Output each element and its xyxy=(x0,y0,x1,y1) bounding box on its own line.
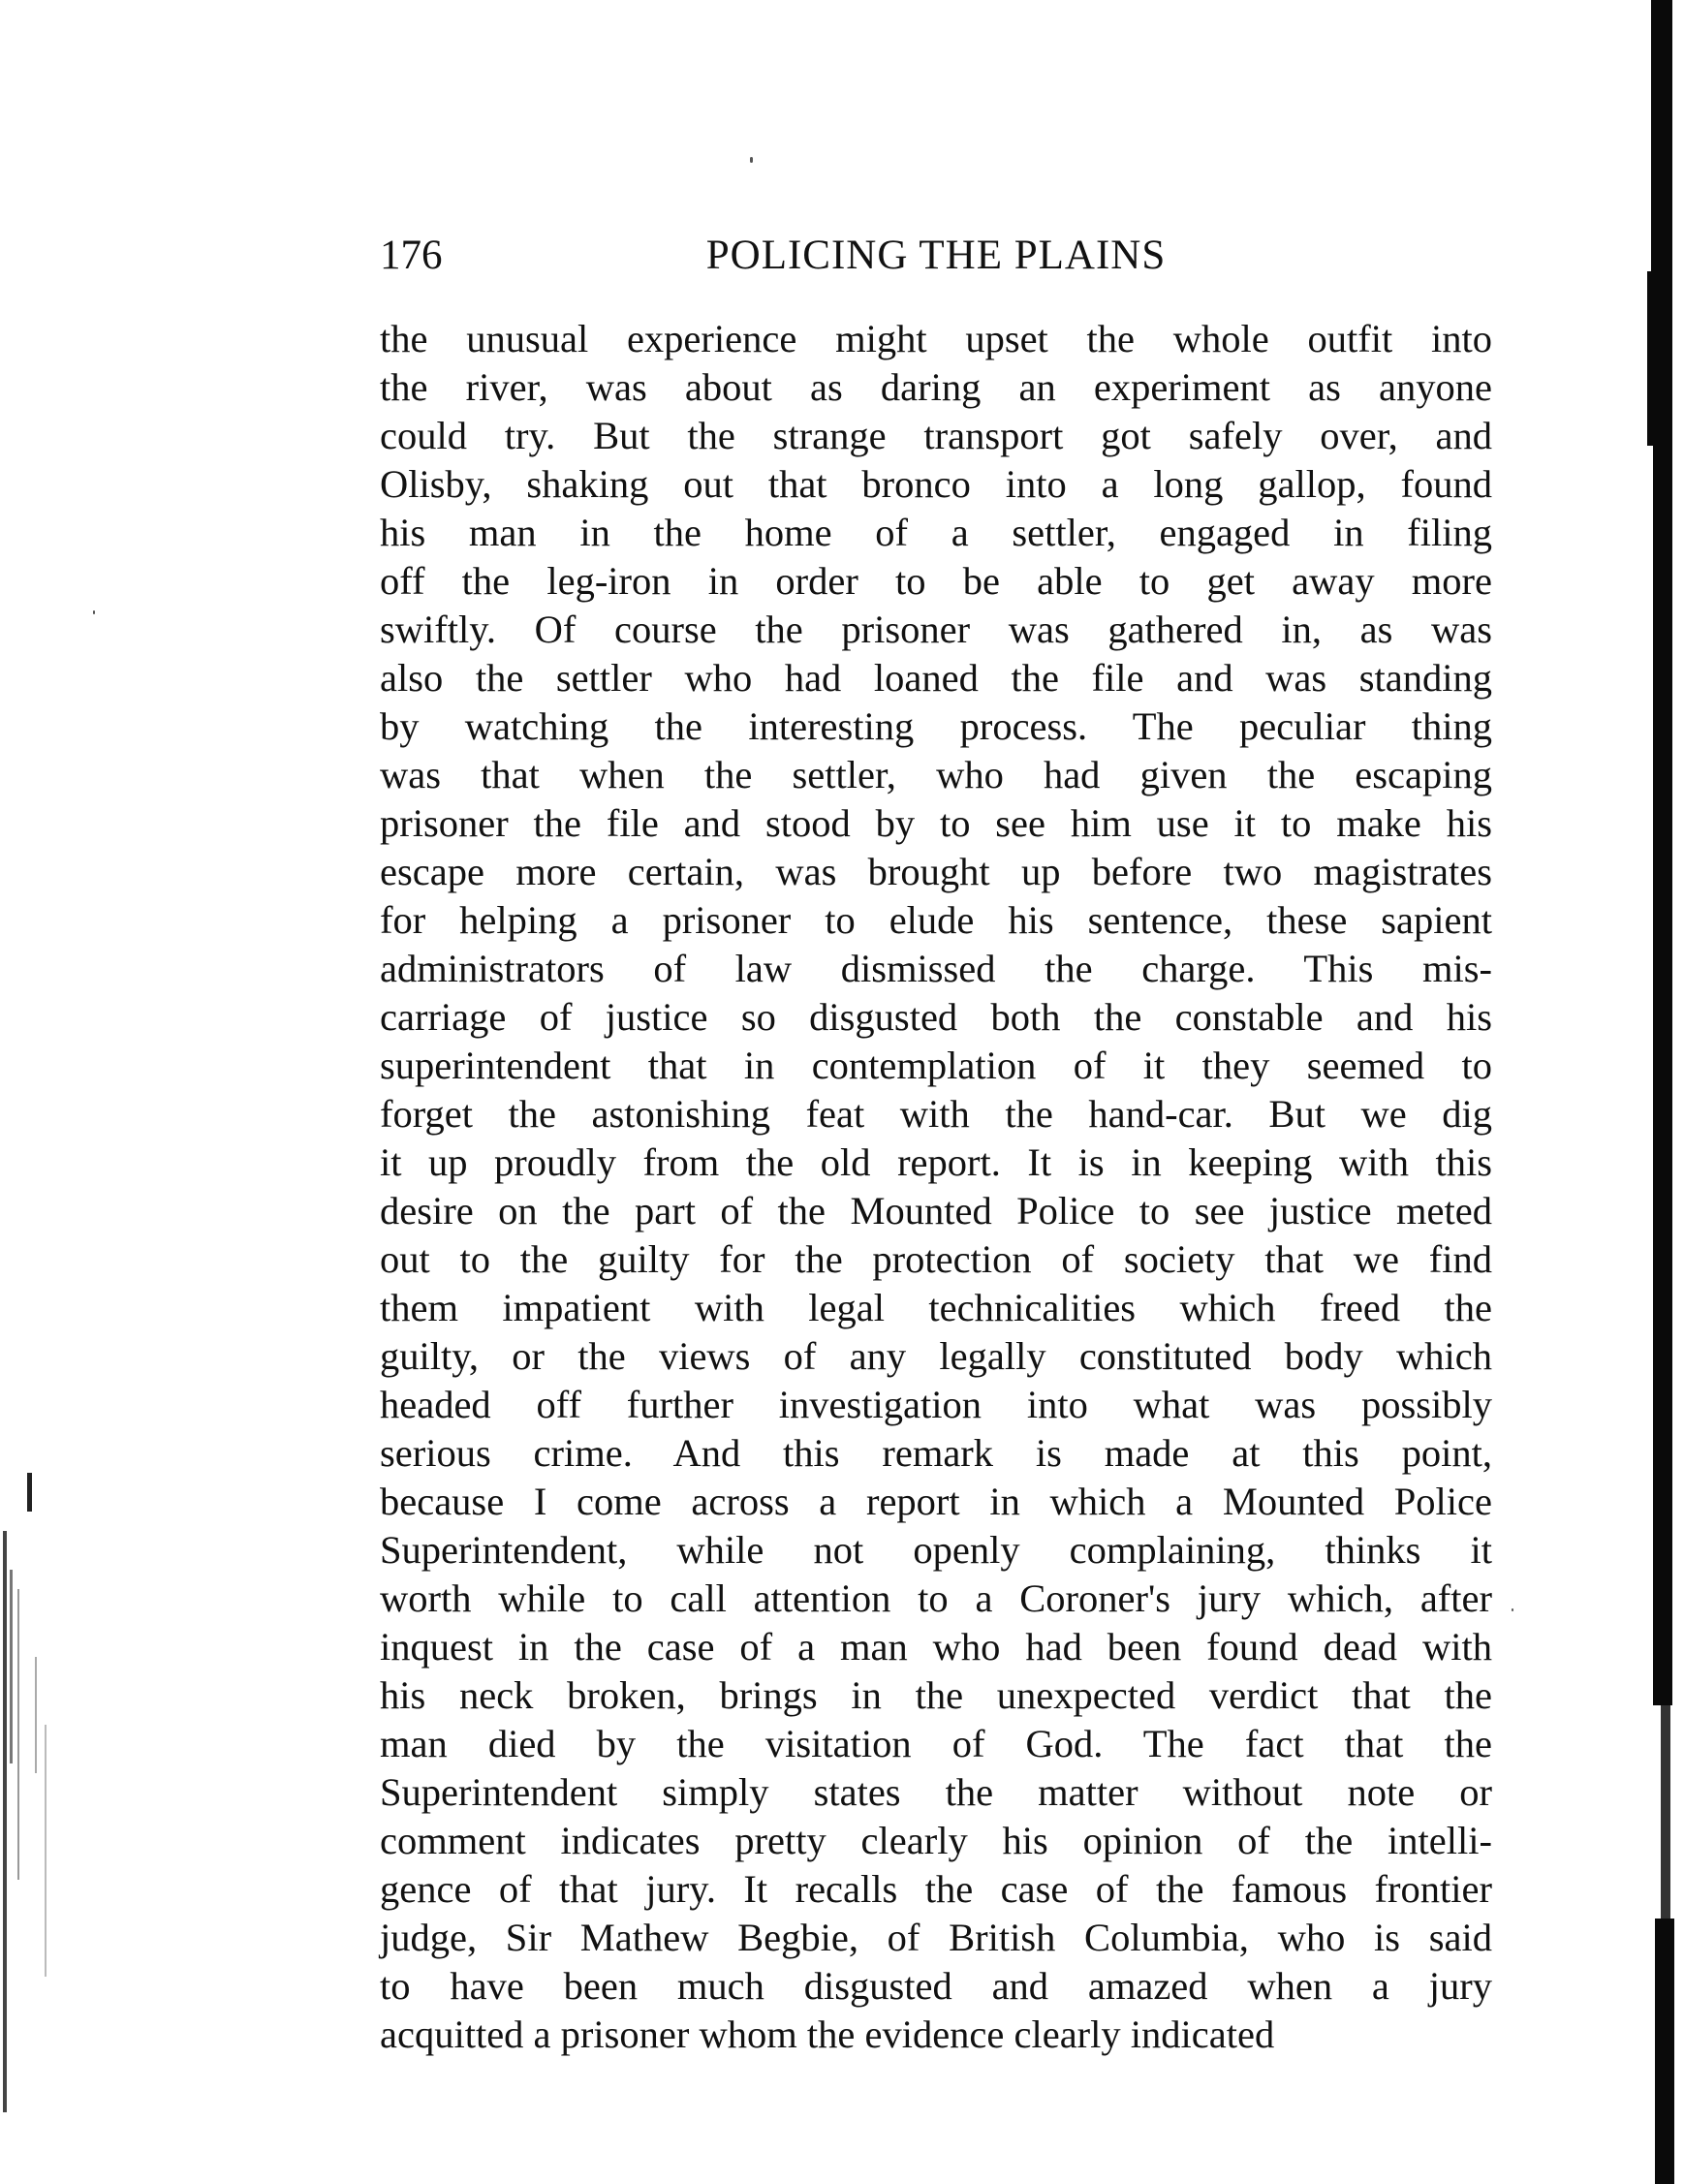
scan-edge-left xyxy=(0,1434,58,2132)
scan-mark xyxy=(27,1473,32,1512)
scan-edge-bar xyxy=(1647,271,1672,446)
page-number: 176 xyxy=(380,233,443,278)
scan-mark xyxy=(10,1570,13,1763)
text-line: his man in the home of a settler, engaged in filing xyxy=(380,511,1492,554)
text-line: the unusual experience might upset the whole outfit into xyxy=(380,317,1492,360)
text-line: worth while to call attention to a Coroner's jury which, after xyxy=(380,1576,1492,1620)
text-line: forget the astonishing feat with the hand-car. But we dig xyxy=(380,1092,1492,1136)
scan-mark xyxy=(3,1531,7,2112)
text-line: man died by the visitation of God. The fact that the xyxy=(380,1722,1492,1765)
scan-speck xyxy=(1512,1608,1513,1611)
text-line: by watching the interesting process. The peculiar thing xyxy=(380,704,1492,748)
text-line: comment indicates pretty clearly his opinion of the intelli- xyxy=(380,1819,1492,1862)
text-line: escape more certain, was brought up before two magistrates xyxy=(380,850,1492,893)
text-line: headed off further investigation into what was possibly xyxy=(380,1383,1492,1426)
text-line: to have been much disgusted and amazed when a jury xyxy=(380,1964,1492,2008)
scan-speck xyxy=(93,610,95,614)
body-text xyxy=(380,315,1492,2059)
text-line: them impatient with legal technicalities which freed the xyxy=(380,1286,1492,1329)
text-line: swiftly. Of course the prisoner was gathered in, as was xyxy=(380,608,1492,651)
text-line: because I come across a report in which a Mounted Police xyxy=(380,1480,1492,1523)
text-line: off the leg-iron in order to be able to get away more xyxy=(380,559,1492,603)
scan-edge-bar xyxy=(1655,1919,1674,2184)
scan-mark xyxy=(45,1725,47,1977)
running-title: POLICING THE PLAINS xyxy=(705,233,1167,278)
scan-edge-bar xyxy=(1653,446,1672,1705)
text-line: inquest in the case of a man who had been found dead with xyxy=(380,1625,1492,1669)
running-head xyxy=(380,227,1492,285)
text-line: could try. But the strange transport got safely over, and xyxy=(380,414,1492,457)
text-line: Olisby, shaking out that bronco into a long gallop, found xyxy=(380,462,1492,506)
scan-edge-bar xyxy=(1661,1705,1670,1919)
text-line: gence of that jury. It recalls the case of the famous frontier xyxy=(380,1867,1492,1911)
text-line: also the settler who had loaned the file and was standing xyxy=(380,656,1492,700)
text-line: the river, was about as daring an experiment as anyone xyxy=(380,365,1492,409)
text-line: desire on the part of the Mounted Police to see justice meted xyxy=(380,1189,1492,1232)
text-line: out to the guilty for the protection of society that we find xyxy=(380,1237,1492,1281)
scan-speck xyxy=(750,157,753,163)
text-line: administrators of law dismissed the charge. This mis- xyxy=(380,947,1492,990)
text-line: prisoner the file and stood by to see him use it to make his xyxy=(380,801,1492,845)
text-line: carriage of justice so disgusted both the constable and his xyxy=(380,995,1492,1039)
scan-mark xyxy=(35,1657,37,1773)
text-line: superintendent that in contemplation of it they seemed to xyxy=(380,1044,1492,1087)
text-line: it up proudly from the old report. It is in keeping with this xyxy=(380,1140,1492,1184)
text-line: for helping a prisoner to elude his sentence, these sapient xyxy=(380,898,1492,942)
scan-edge-bar xyxy=(1651,0,1672,271)
text-line: guilty, or the views of any legally constituted body which xyxy=(380,1334,1492,1378)
text-line: Superintendent simply states the matter without note or xyxy=(380,1770,1492,1814)
scan-mark xyxy=(17,1589,19,1880)
text-line: acquitted a prisoner whom the evidence clearly indicated xyxy=(380,2012,1275,2056)
text-line: judge, Sir Mathew Begbie, of British Columbia, who is said xyxy=(380,1916,1492,1959)
text-line: serious crime. And this remark is made at this point, xyxy=(380,1431,1492,1475)
scan-edge-right xyxy=(1639,0,1684,2184)
text-line: Superintendent, while not openly complaining, thinks it xyxy=(380,1528,1492,1572)
text-line: was that when the settler, who had given the escaping xyxy=(380,753,1492,796)
text-line: his neck broken, brings in the unexpected verdict that the xyxy=(380,1673,1492,1717)
